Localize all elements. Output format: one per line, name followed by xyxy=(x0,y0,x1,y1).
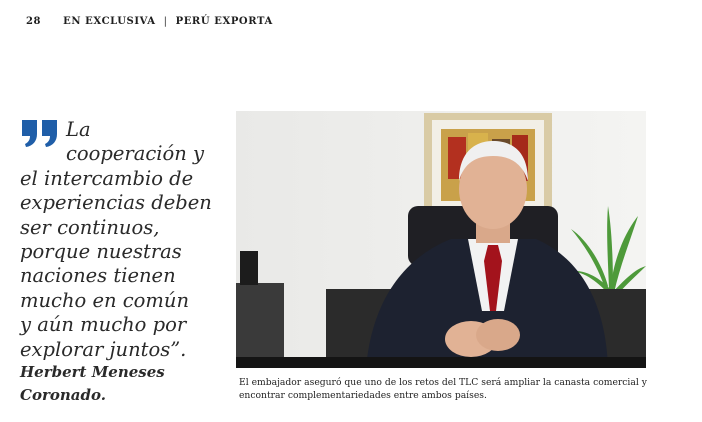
quote-line: y aún mucho por xyxy=(20,313,187,337)
author-line: Herbert Meneses xyxy=(20,363,165,381)
pull-quote xyxy=(20,118,225,362)
section-label: EN EXCLUSIVA xyxy=(63,15,156,27)
quote-author xyxy=(20,361,220,407)
quote-line: ser continuos, xyxy=(20,215,160,239)
photo-illustration xyxy=(236,111,646,368)
author-line: Coronado. xyxy=(20,386,106,404)
publication-label: PERÚ EXPORTA xyxy=(175,15,273,27)
running-header xyxy=(26,13,273,29)
photo-caption xyxy=(239,376,679,402)
quote-line: explorar juntos”. xyxy=(20,337,187,361)
quote-line: mucho en común xyxy=(20,288,190,312)
quote-line: La xyxy=(66,118,91,141)
page-number: 28 xyxy=(26,15,42,27)
quote-line: porque nuestras xyxy=(20,240,182,264)
header-separator: | xyxy=(163,15,168,27)
quote-line: el intercambio de xyxy=(20,166,194,190)
quote-line: naciones tienen xyxy=(20,264,176,288)
quote-line: experiencias deben xyxy=(20,191,212,215)
interview-photo xyxy=(236,111,646,368)
quote-line: cooperación y xyxy=(66,142,205,166)
caption-line: encontrar complementariedades entre ambos países. xyxy=(239,390,487,401)
caption-line: El embajador aseguró que uno de los retos del TLC será ampliar la canasta comercial y xyxy=(239,377,647,388)
